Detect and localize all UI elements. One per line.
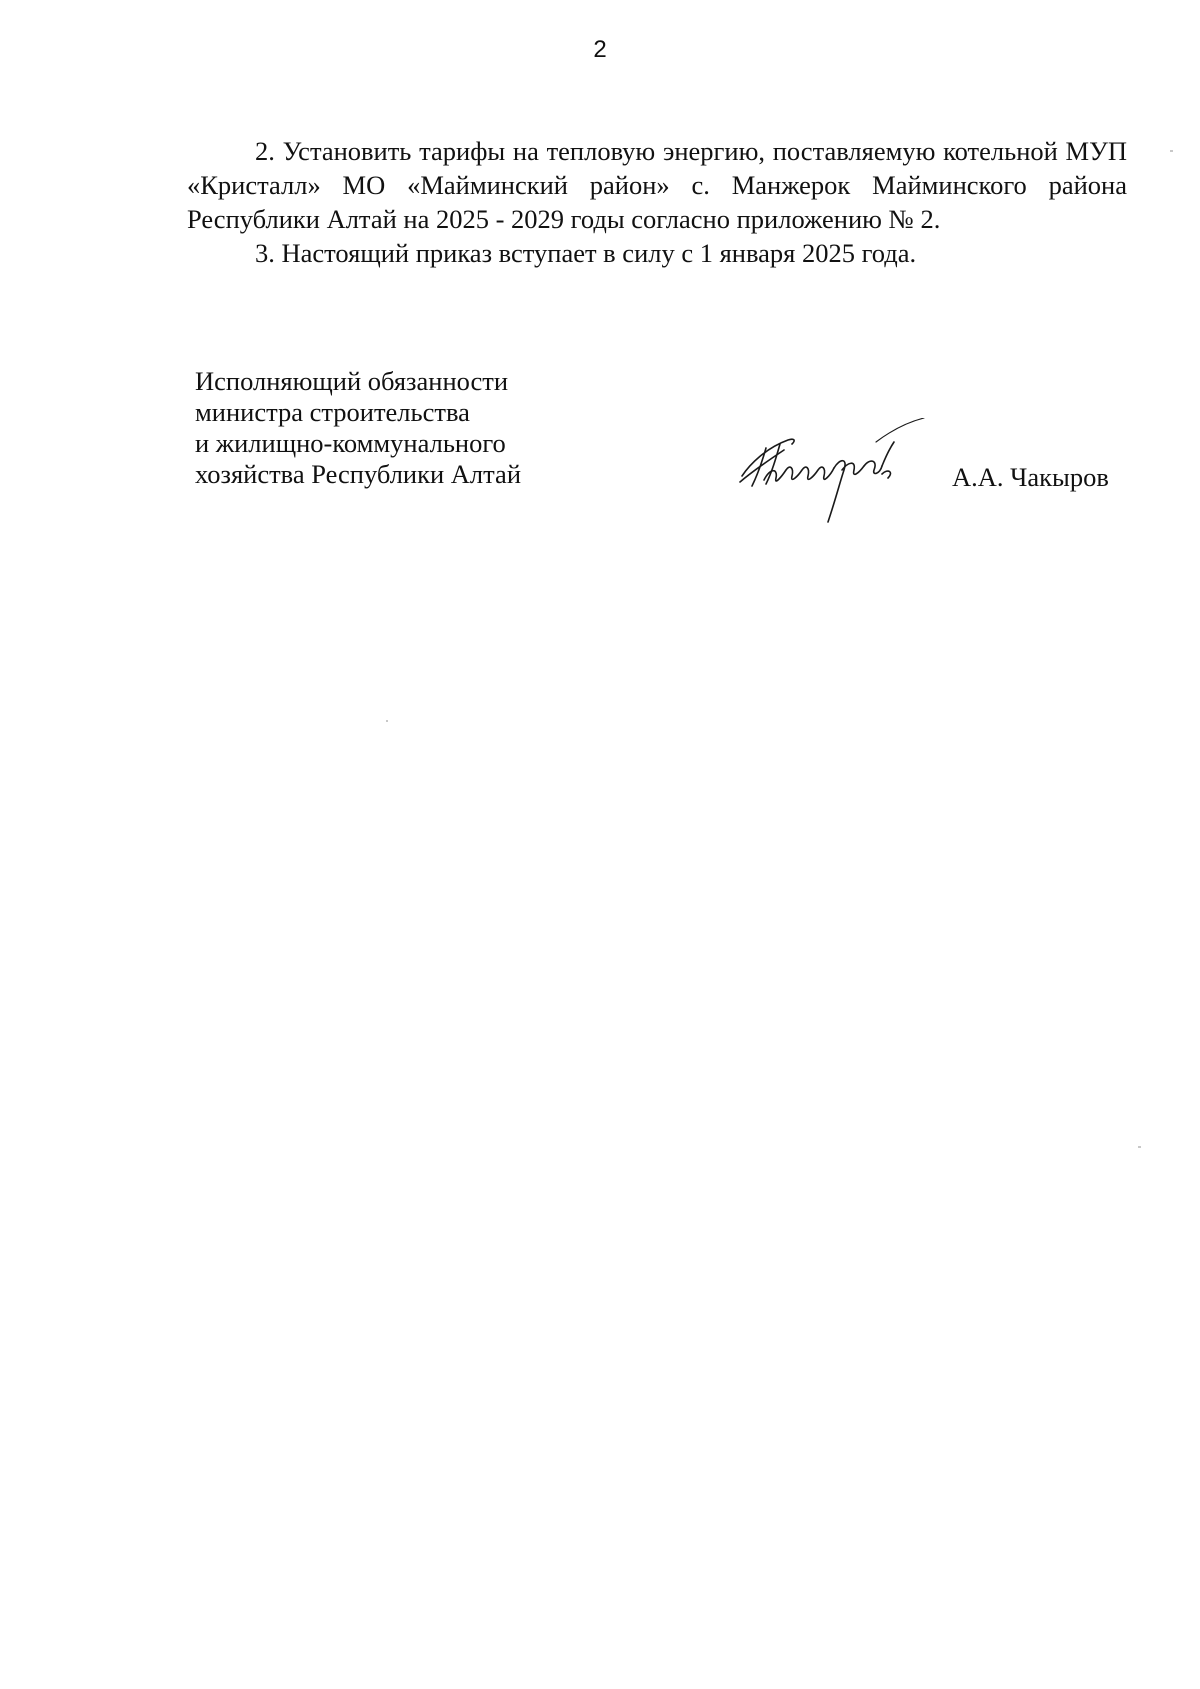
signatory-title-line: хозяйства Республики Алтай	[195, 459, 521, 489]
document-body	[187, 134, 1127, 270]
paragraph-tariffs: 2. Установить тарифы на тепловую энергию, поставляемую котельной МУП «Кристалл» МО «Майминский район» с. Манжерок Майминского района Республики Алтай на 2025 - 2029 годы согласно приложению № 2.	[187, 136, 1127, 234]
signatory-title	[195, 366, 521, 490]
page-number: 2	[593, 36, 607, 63]
signatory-title-line: Исполняющий обязанности	[195, 366, 509, 396]
signatory-title-line: и жилищно-коммунального	[195, 428, 506, 458]
scan-speck	[1138, 1146, 1141, 1148]
handwritten-signature	[736, 418, 946, 530]
scan-speck	[386, 720, 388, 722]
signatory-name: А.А. Чакыров	[952, 462, 1109, 492]
scan-speck	[1170, 150, 1173, 152]
signatory-title-line: министра строительства	[195, 397, 470, 427]
paragraph-effective-date: 3. Настоящий приказ вступает в силу с 1 января 2025 года.	[255, 238, 917, 268]
